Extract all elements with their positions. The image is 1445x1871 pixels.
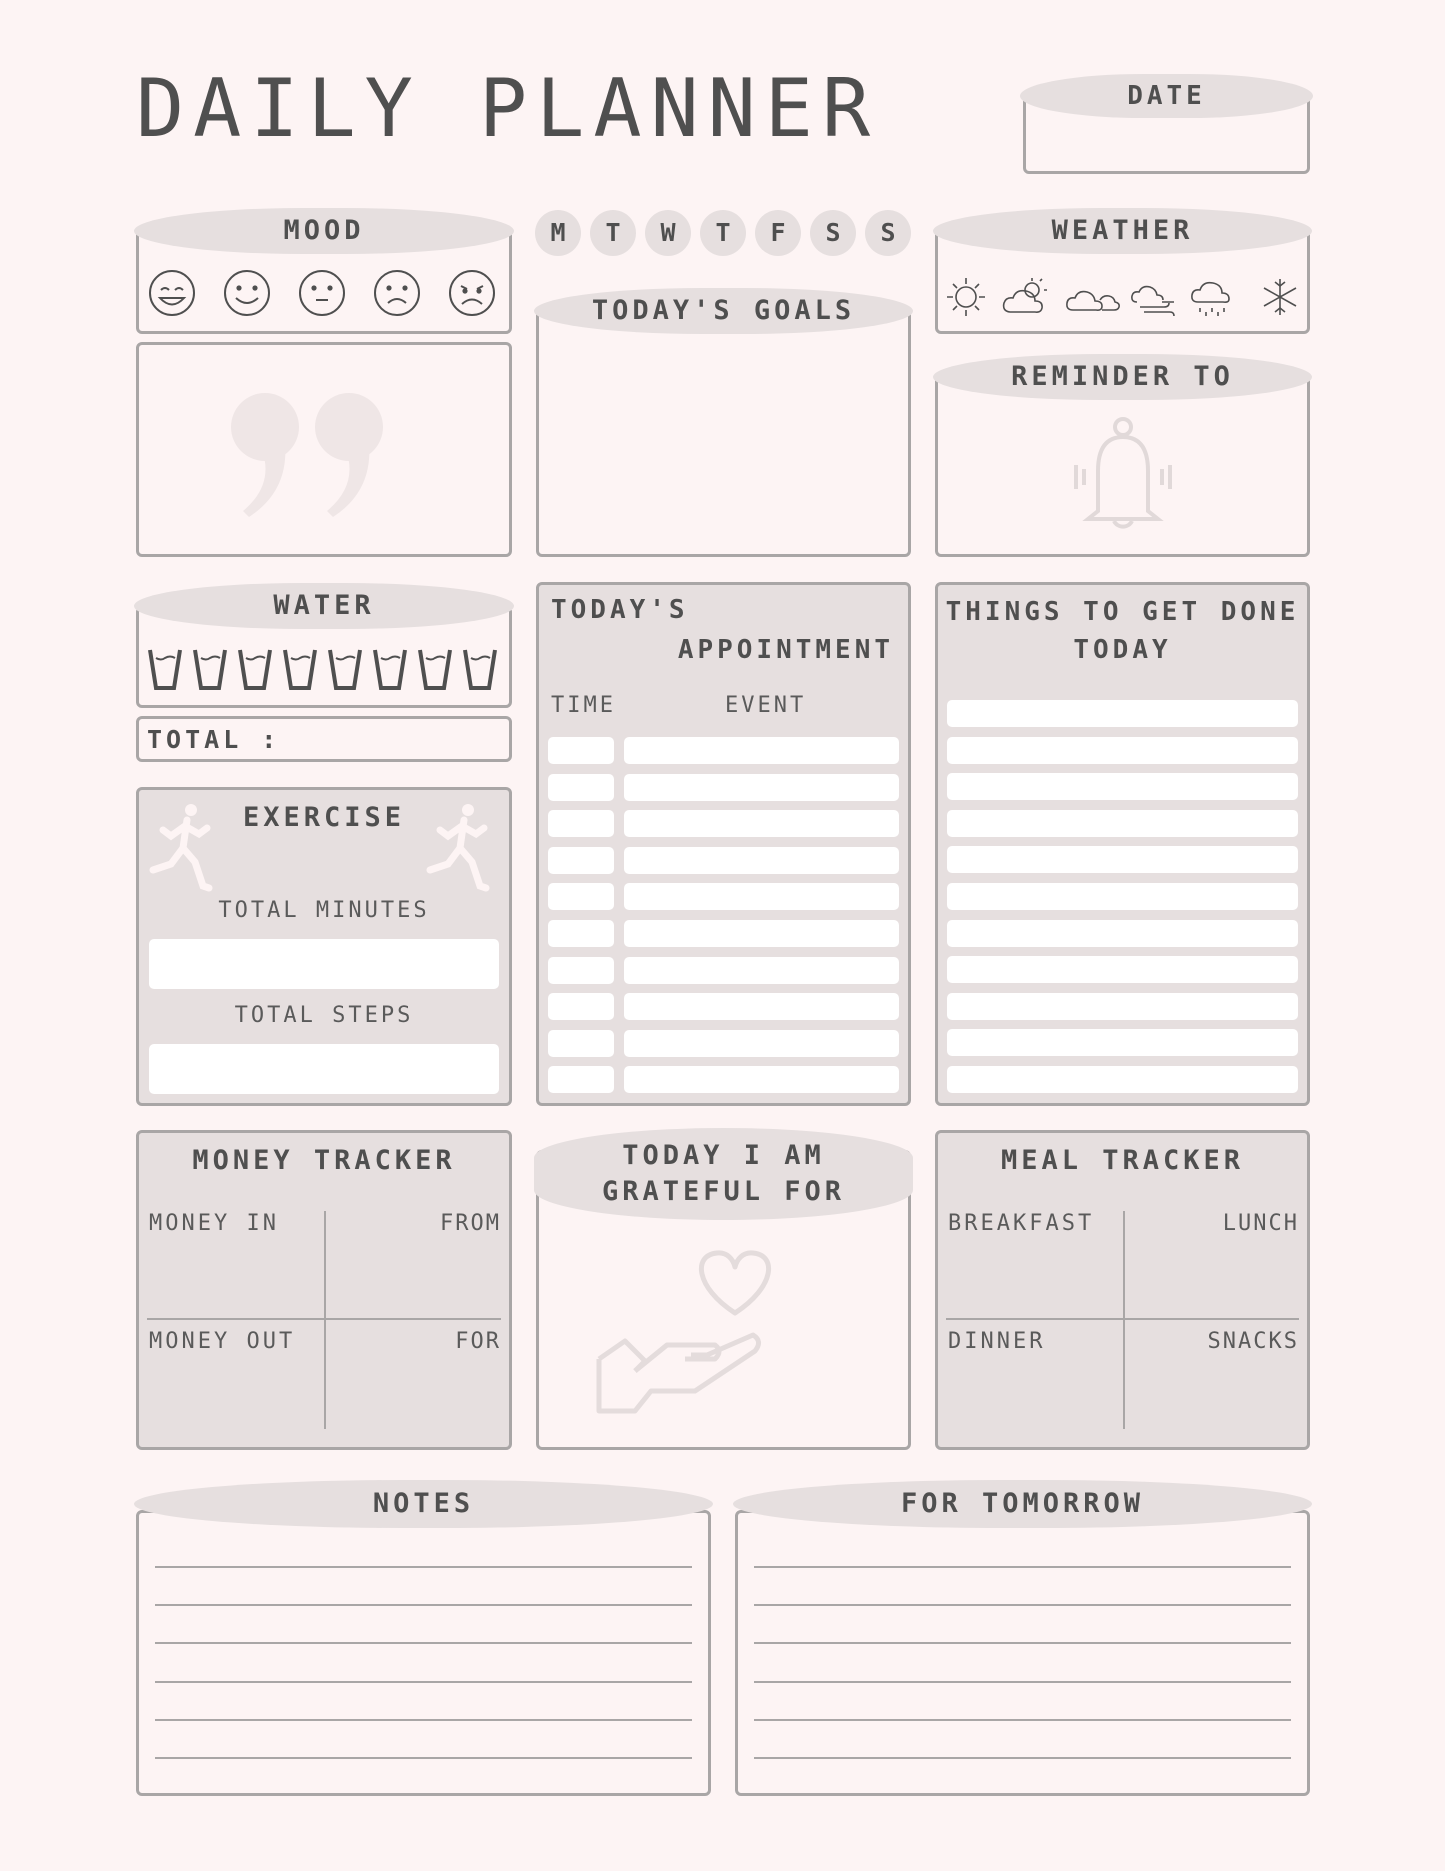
date-label: DATE [1127, 81, 1206, 111]
reminder-label: REMINDER TO [1011, 361, 1234, 392]
ruled-line [155, 1566, 692, 1568]
rain-icon[interactable] [1192, 283, 1229, 316]
tomorrow-banner [733, 1480, 1312, 1528]
mood-label: MOOD [283, 215, 365, 246]
todo-item-field[interactable] [947, 846, 1298, 873]
water-glass-icon[interactable] [285, 650, 315, 688]
appointment-time-field[interactable] [548, 957, 614, 984]
water-glass-icon[interactable] [240, 650, 270, 688]
tomorrow-box[interactable] [735, 1510, 1310, 1796]
mood-banner [134, 208, 514, 254]
ruled-line [155, 1757, 692, 1759]
day-friday[interactable]: F [755, 210, 801, 256]
appointment-event-field[interactable] [624, 810, 899, 837]
grateful-title-line1: TODAY I AM [622, 1140, 825, 1171]
appointment-time-field[interactable] [548, 883, 614, 910]
money-divider-vertical [324, 1211, 326, 1429]
quote-box[interactable] [136, 342, 512, 557]
todo-item-field[interactable] [947, 700, 1298, 727]
water-total-field[interactable] [136, 716, 512, 762]
cloudy-icon[interactable] [1067, 292, 1119, 311]
total-minutes-label: TOTAL MINUTES [218, 898, 430, 923]
laughing-face-icon[interactable] [150, 271, 194, 315]
meal-divider-vertical [1123, 1211, 1125, 1429]
water-total-label: TOTAL : [147, 725, 281, 754]
todo-item-field[interactable] [947, 956, 1298, 983]
appointment-time-field[interactable] [548, 847, 614, 874]
ruled-line [754, 1719, 1291, 1721]
weather-label: WEATHER [1051, 215, 1194, 246]
windy-icon[interactable] [1132, 287, 1174, 316]
notes-label: NOTES [372, 1488, 475, 1519]
todo-item-field[interactable] [947, 810, 1298, 837]
goals-box[interactable] [536, 310, 911, 557]
appointment-time-field[interactable] [548, 1030, 614, 1057]
todo-title-line2: TODAY [1073, 635, 1172, 665]
exercise-box [136, 787, 512, 1106]
day-thursday[interactable]: T [700, 210, 746, 256]
money-in-label: MONEY IN [149, 1211, 279, 1236]
appointment-event-field[interactable] [624, 957, 899, 984]
appointment-event-field[interactable] [624, 920, 899, 947]
appointment-time-field[interactable] [548, 774, 614, 801]
event-column-label: EVENT [725, 693, 807, 718]
todo-item-field[interactable] [947, 920, 1298, 947]
appointment-time-field[interactable] [548, 737, 614, 764]
todo-item-field[interactable] [947, 993, 1298, 1020]
appointment-time-field[interactable] [548, 920, 614, 947]
time-column-label: TIME [551, 693, 616, 718]
snowflake-icon[interactable] [1264, 279, 1296, 315]
ruled-line [155, 1719, 692, 1721]
ruled-line [155, 1681, 692, 1683]
todo-item-field[interactable] [947, 773, 1298, 800]
water-glasses [147, 648, 502, 690]
tomorrow-label: FOR TOMORROW [900, 1488, 1145, 1519]
quote-icon [227, 391, 397, 521]
appointment-event-field[interactable] [624, 737, 899, 764]
total-steps-label: TOTAL STEPS [234, 1003, 414, 1028]
exercise-label: EXERCISE [242, 802, 406, 833]
runner-icon [147, 800, 222, 900]
water-glass-icon[interactable] [465, 650, 495, 688]
notes-box[interactable] [136, 1510, 711, 1796]
water-label: WATER [273, 590, 375, 621]
ruled-line [754, 1604, 1291, 1606]
appointment-event-field[interactable] [624, 1066, 899, 1093]
money-out-label: MONEY OUT [149, 1329, 296, 1354]
money-tracker-box [136, 1130, 512, 1450]
grateful-banner [534, 1128, 913, 1220]
todo-item-field[interactable] [947, 1029, 1298, 1056]
ruled-line [754, 1757, 1291, 1759]
date-banner [1020, 74, 1313, 118]
appointment-title-line1: TODAY'S [551, 595, 689, 625]
lunch-label: LUNCH [1222, 1211, 1299, 1236]
very-sad-face-icon[interactable] [450, 271, 494, 315]
reminder-banner [933, 354, 1312, 400]
weather-icons [940, 272, 1305, 322]
todo-item-field[interactable] [947, 883, 1298, 910]
todo-box [935, 582, 1310, 1106]
appointment-event-field[interactable] [624, 847, 899, 874]
day-sunday[interactable]: S [865, 210, 911, 256]
todo-title-line1: THINGS TO GET DONE [945, 597, 1300, 627]
meal-tracker-box [935, 1130, 1310, 1450]
day-wednesday[interactable]: W [645, 210, 691, 256]
day-tuesday[interactable]: T [590, 210, 636, 256]
appointment-title-line2: APPOINTMENT [677, 635, 894, 665]
day-saturday[interactable]: S [810, 210, 856, 256]
heart-hand-icon [595, 1241, 795, 1441]
sad-face-icon[interactable] [375, 271, 419, 315]
total-minutes-field[interactable] [149, 939, 499, 989]
ruled-line [754, 1566, 1291, 1568]
ruled-line [155, 1642, 692, 1644]
goals-label: TODAY'S GOALS [591, 295, 856, 326]
water-glass-icon[interactable] [330, 650, 360, 688]
appointment-event-field[interactable] [624, 1030, 899, 1057]
grateful-title-line2: GRATEFUL FOR [601, 1176, 846, 1207]
mood-faces [145, 268, 505, 318]
appointment-event-field[interactable] [624, 993, 899, 1020]
todo-item-field[interactable] [947, 737, 1298, 764]
water-glass-icon[interactable] [195, 650, 225, 688]
water-glass-icon[interactable] [420, 650, 450, 688]
ruled-line [754, 1642, 1291, 1644]
smiling-face-icon[interactable] [225, 271, 269, 315]
appointment-time-field[interactable] [548, 1066, 614, 1093]
water-banner [134, 583, 514, 629]
sun-icon[interactable] [947, 278, 985, 316]
appointment-event-field[interactable] [624, 883, 899, 910]
dinner-label: DINNER [948, 1329, 1046, 1354]
page-title: DAILY PLANNER [136, 62, 880, 155]
goals-banner [534, 288, 913, 334]
total-steps-field[interactable] [149, 1044, 499, 1094]
bell-icon [1068, 415, 1178, 541]
todo-item-field[interactable] [947, 1066, 1298, 1093]
appointment-box [536, 582, 911, 1106]
breakfast-label: BREAKFAST [948, 1211, 1095, 1236]
ruled-line [754, 1681, 1291, 1683]
meal-tracker-label: MEAL TRACKER [1000, 1145, 1245, 1176]
runner-icon [424, 800, 499, 900]
snacks-label: SNACKS [1207, 1329, 1299, 1354]
weather-banner [933, 208, 1312, 254]
appointment-time-field[interactable] [548, 810, 614, 837]
meal-divider-horizontal [946, 1318, 1299, 1320]
money-from-label: FROM [440, 1211, 501, 1236]
partly-cloudy-icon[interactable] [1004, 278, 1047, 312]
neutral-face-icon[interactable] [300, 271, 344, 315]
water-glass-icon[interactable] [375, 650, 405, 688]
money-tracker-label: MONEY TRACKER [192, 1145, 456, 1176]
ruled-line [155, 1604, 692, 1606]
money-divider-horizontal [147, 1318, 501, 1320]
day-monday[interactable]: M [535, 210, 581, 256]
notes-banner [134, 1480, 713, 1528]
money-for-label: FOR [455, 1329, 501, 1354]
reminder-box[interactable] [935, 376, 1310, 557]
appointment-time-field[interactable] [548, 993, 614, 1020]
water-glass-icon[interactable] [150, 650, 180, 688]
appointment-event-field[interactable] [624, 774, 899, 801]
